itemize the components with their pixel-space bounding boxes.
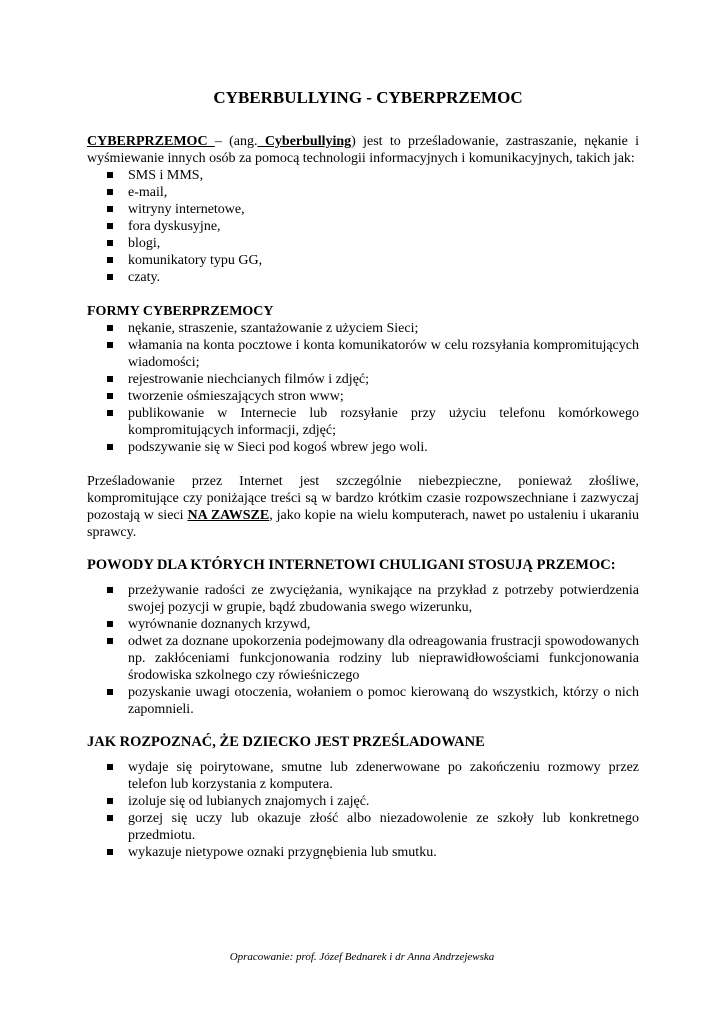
document-title: CYBERBULLYING - CYBERPRZEMOC — [213, 88, 523, 107]
list-item: tworzenie ośmieszających stron www; — [87, 388, 639, 405]
list-item: czaty. — [87, 269, 639, 286]
page-footer: Opracowanie: prof. Józef Bednarek i dr Anna Andrzejewska — [229, 951, 495, 963]
reasons-heading: POWODY DLA KTÓRYCH INTERNETOWI CHULIGANI STOSUJĄ PRZEMOC: — [87, 557, 616, 573]
intro-paragraph — [87, 133, 639, 167]
danger-paragraph — [87, 473, 639, 541]
list-item: witryny internetowe, — [87, 201, 639, 218]
list-item: SMS i MMS, — [87, 167, 639, 184]
intro-term-en: Cyberbullying — [257, 134, 352, 149]
list-item: gorzej się uczy lub okazuje złość albo niezadowolenie ze szkoły lub konkretnego przedmiotu. — [87, 810, 639, 844]
list-item: wyrównanie doznanych krzywd, — [87, 616, 639, 633]
reasons-list — [87, 582, 639, 718]
forms-list — [87, 320, 639, 456]
list-item: komunikatory typu GG, — [87, 252, 639, 269]
danger-emphasis: NA ZAWSZE — [187, 508, 270, 523]
list-item: izoluje się od lubianych znajomych i zajęć. — [87, 793, 639, 810]
document-page — [87, 88, 639, 861]
list-item: wykazuje nietypowe oznaki przygnębienia lub smutku. — [87, 844, 639, 861]
list-item: rejestrowanie niechcianych filmów i zdjęć; — [87, 371, 639, 388]
list-item: odwet za doznane upokorzenia podejmowany dla odreagowania frustracji spowodowanych np. zakłóceniami funkcjonowania rodziny lub nieprawidłowościami funkcjonowania środowiska szkolnego czy rówieśniczego — [87, 633, 639, 684]
intro-text: ) jest to prześladowanie, zastraszanie, nękanie i wyśmiewanie innych osób za pomocą technologii informacyjnych i komunikacyjnych, takich jak: — [87, 134, 639, 166]
intro-term: CYBERPRZEMOC — [87, 134, 215, 149]
detect-list — [87, 759, 639, 861]
tech-list — [87, 167, 639, 286]
danger-text-after: , jako kopie na wielu komputerach, nawet po ustaleniu i ukaraniu sprawcy. — [87, 508, 640, 540]
list-item: wydaje się poirytowane, smutne lub zdenerwowane po zakończeniu rozmowy przez telefon lub korzystania z komputera. — [87, 759, 639, 793]
list-item: publikowanie w Internecie lub rozsyłanie przy użyciu telefonu komórkowego kompromitujących informacji, zdjęć; — [87, 405, 639, 439]
danger-text-before: Prześladowanie przez Internet jest szczególnie niebezpieczne, ponieważ złośliwe, kompromitujące czy poniżające treści są w bardzo krótkim czasie rozpowszechniane i zazwyczaj pozostają w sieci — [87, 474, 639, 523]
list-item: pozyskanie uwagi otoczenia, wołaniem o pomoc kierowaną do wszystkich, którzy o nich zapomnieli. — [87, 684, 639, 718]
forms-heading: FORMY CYBERPRZEMOCY — [87, 304, 274, 319]
list-item: nękanie, straszenie, szantażowanie z użyciem Sieci; — [87, 320, 639, 337]
list-item: przeżywanie radości ze zwyciężania, wynikające na przykład z potrzeby potwierdzenia swojej pozycji w grupie, bądź zbudowania swego wizerunku, — [87, 582, 639, 616]
list-item: e-mail, — [87, 184, 639, 201]
detect-heading: JAK ROZPOZNAĆ, ŻE DZIECKO JEST PRZEŚLADOWANE — [87, 734, 485, 750]
intro-ang: – (ang. — [214, 134, 258, 149]
list-item: włamania na konta pocztowe i konta komunikatorów w celu rozsyłania kompromitujących wiadomości; — [87, 337, 639, 371]
list-item: blogi, — [87, 235, 639, 252]
list-item: fora dyskusyjne, — [87, 218, 639, 235]
list-item: podszywanie się w Sieci pod kogoś wbrew jego woli. — [87, 439, 639, 456]
